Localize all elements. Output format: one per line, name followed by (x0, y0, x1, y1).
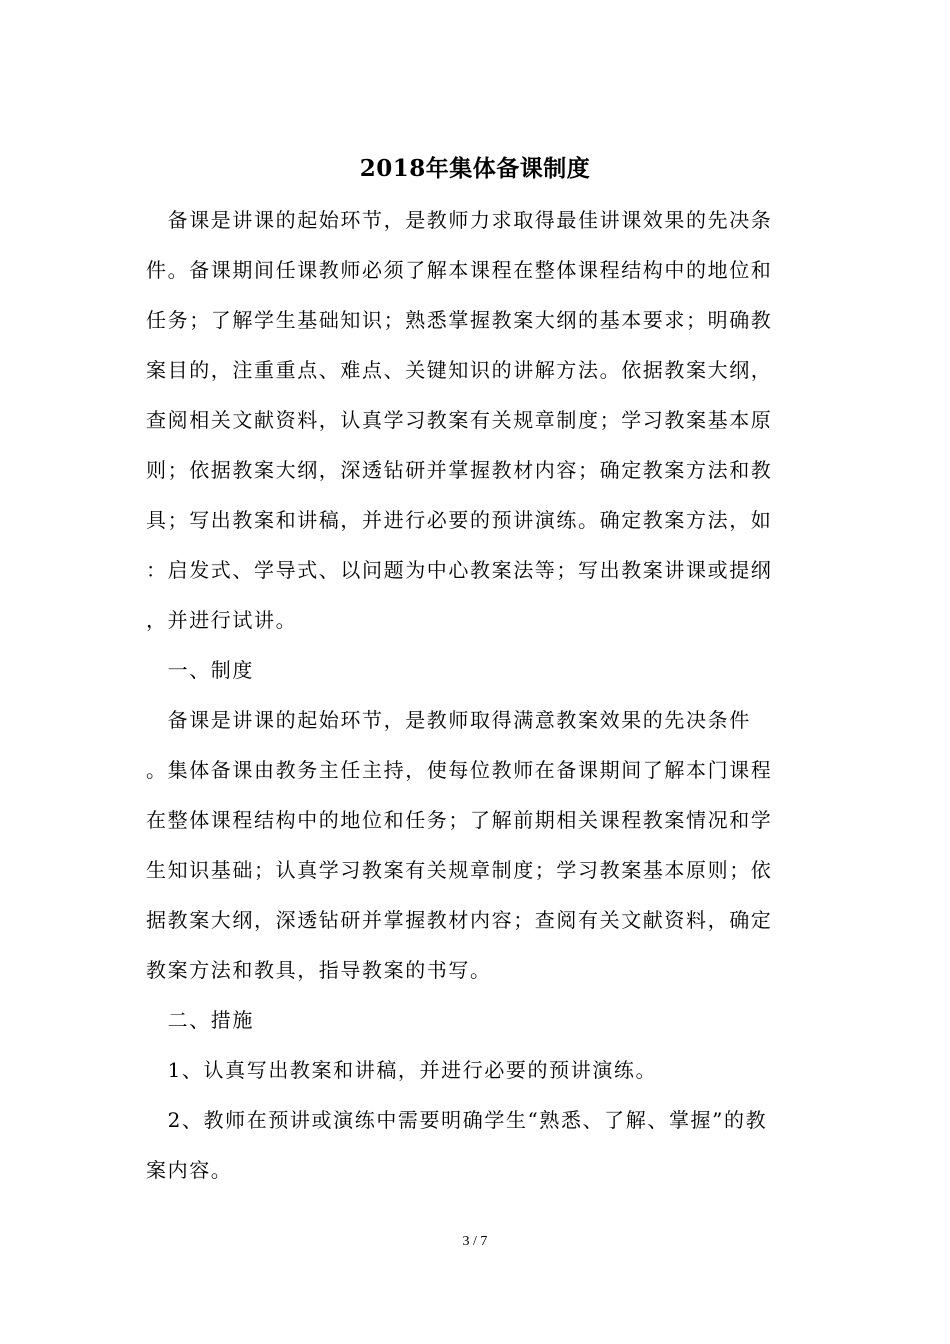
section-heading-measures: 二、措施 (146, 1008, 254, 1032)
paragraph-line: 件。备课期间任课教师必须了解本课程在整体课程结构中的地位和 (146, 258, 773, 282)
paragraph-line: 生知识基础；认真学习教案有关规章制度；学习教案基本原则；依 (146, 858, 773, 882)
paragraph-line: 在整体课程结构中的地位和任务；了解前期相关课程教案情况和学 (146, 808, 773, 832)
list-item: 1、认真写出教案和讲稿，并进行必要的预讲演练。 (146, 1058, 658, 1082)
paragraph-line: 具；写出教案和讲稿，并进行必要的预讲演练。确定教案方法，如 (146, 508, 773, 532)
paragraph-line: 查阅相关文献资料，认真学习教案有关规章制度；学习教案基本原 (146, 408, 773, 432)
document-title: 2018年集体备课制度 (359, 155, 591, 182)
paragraph-line: 则；依据教案大纲，深透钻研并掌握教材内容；确定教案方法和教 (146, 458, 773, 482)
paragraph-line: ，并进行试讲。 (146, 608, 298, 632)
paragraph-line: 备课是讲课的起始环节，是教师力求取得最佳讲课效果的先决条 (146, 208, 773, 232)
list-item: 2、教师在预讲或演练中需要明确学生“熟悉、了解、掌握”的教 (146, 1108, 768, 1132)
paragraph-line: 任务；了解学生基础知识；熟悉掌握教案大纲的基本要求；明确教 (146, 308, 773, 332)
paragraph-line: 教案方法和教具，指导教案的书写。 (146, 958, 492, 982)
paragraph-line: 案目的，注重重点、难点、关键知识的讲解方法。依据教案大纲， (146, 358, 773, 382)
paragraph-line: 据教案大纲，深透钻研并掌握教材内容；查阅有关文献资料，确定 (146, 908, 773, 932)
paragraph-line: 案内容。 (146, 1158, 233, 1182)
section-heading-system: 一、制度 (146, 658, 254, 682)
paragraph-line: 。集体备课由教务主任主持，使每位教师在备课期间了解本门课程 (146, 758, 773, 782)
paragraph-line: 备课是讲课的起始环节，是教师取得满意教案效果的先决条件 (146, 708, 751, 732)
page-number: 3 / 7 (462, 1234, 488, 1249)
paragraph-line: ：启发式、学导式、以问题为中心教案法等；写出教案讲课或提纲 (146, 558, 773, 582)
